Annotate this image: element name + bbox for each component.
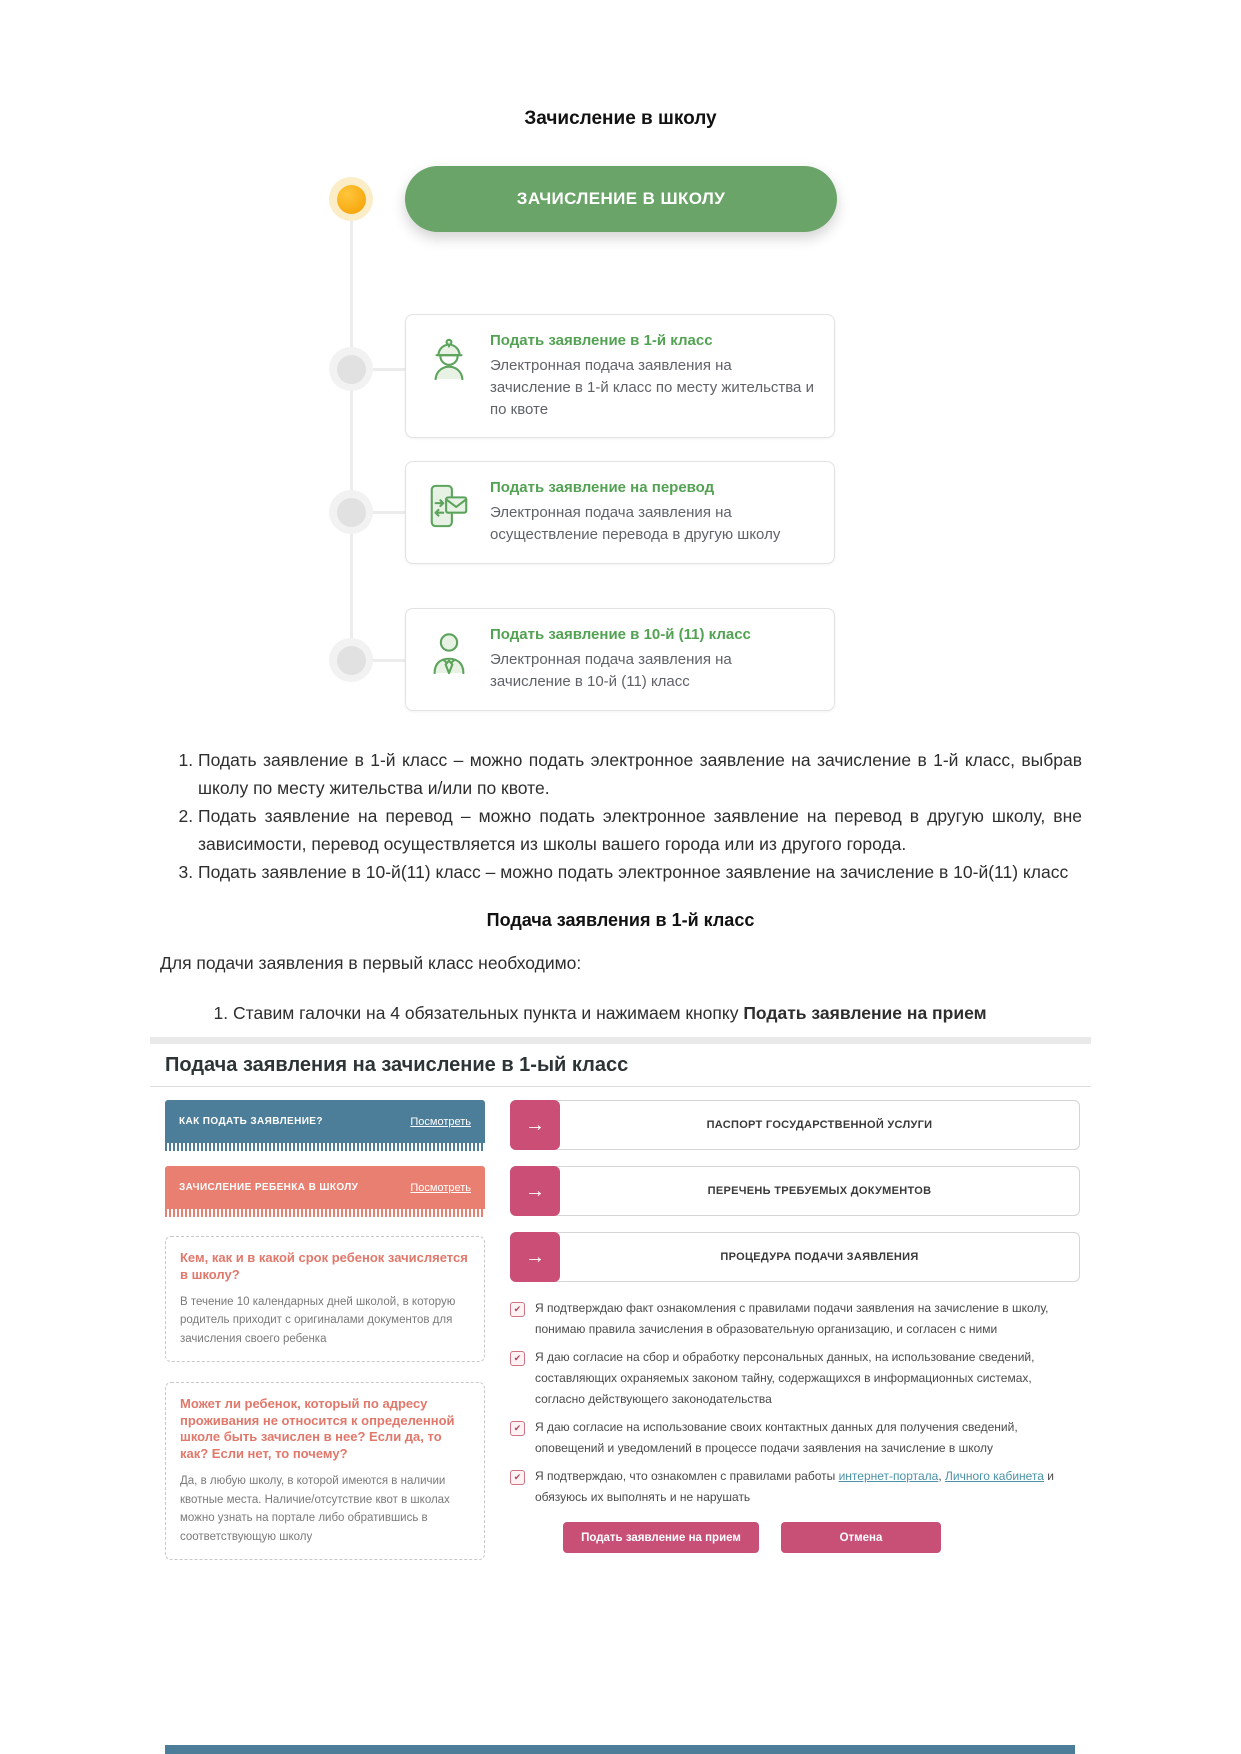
banner-label: КАК ПОДАТЬ ЗАЯВЛЕНИЕ? <box>179 1116 323 1127</box>
form-buttons <box>563 1522 1080 1553</box>
heading-separator <box>150 1086 1091 1087</box>
action-card-application-procedure[interactable] <box>510 1232 1080 1282</box>
timeline-dot <box>329 638 373 682</box>
view-link[interactable]: Посмотреть <box>410 1181 471 1194</box>
form-screenshot <box>150 1037 1091 1580</box>
checkbox-row <box>510 1466 1080 1508</box>
checkbox-label: Я подтверждаю факт ознакомления с правилами подачи заявления на зачисление в школу, понимаю правила зачисления в образовательную организацию, и согласен с ними <box>535 1301 1049 1336</box>
section-heading: Подача заявления в 1-й класс <box>486 910 755 930</box>
view-link[interactable]: Посмотреть <box>410 1115 471 1128</box>
timeline-line <box>350 199 353 662</box>
action-card-label: ПЕРЕЧЕНЬ ТРЕБУЕМЫХ ДОКУМЕНТОВ <box>707 1185 932 1197</box>
screenshot-top-band <box>150 1037 1091 1044</box>
arrow-button[interactable] <box>510 1232 560 1282</box>
action-card-label: ПРОЦЕДУРА ПОДАЧИ ЗАЯВЛЕНИЯ <box>720 1251 919 1263</box>
checkbox-row <box>510 1347 1080 1410</box>
step-bold: Подать заявление на прием <box>743 1003 987 1023</box>
checkbox-label: Я даю согласие на сбор и обработку персональных данных, на использование сведений, составляющих охраняемых законом тайну, содержащихся в информационных системах, согласно действующего законодательства <box>535 1350 1035 1406</box>
transfer-icon <box>426 483 472 529</box>
banner-child-enrollment[interactable] <box>165 1166 485 1209</box>
timeline-connector <box>372 659 406 662</box>
action-card-service-passport[interactable] <box>510 1100 1080 1150</box>
enrollment-main-button[interactable]: ЗАЧИСЛЕНИЕ В ШКОЛУ <box>405 166 837 232</box>
faq-answer: Да, в любую школу, в которой имеются в наличии квотные места. Наличие/отсутствие квот в школах можно узнать на портале либо обратившись в соответствующую школу <box>180 1475 450 1544</box>
page-title: Зачисление в школу <box>524 108 717 129</box>
arrow-button[interactable] <box>510 1166 560 1216</box>
list-item: 1. Подать заявление в 1-й класс – можно подать электронное заявление на зачисление в 1-й класс, выбрав школу по месту жительства и/или по квоте. <box>198 746 1082 802</box>
banner-perforation <box>165 1143 485 1151</box>
flow-card-title: Подать заявление в 10-й (11) класс <box>490 626 751 643</box>
checkbox-portal-rules[interactable] <box>510 1470 525 1485</box>
timeline-dot <box>329 347 373 391</box>
flow-card-transfer[interactable] <box>405 461 835 564</box>
faq-card <box>165 1382 485 1560</box>
submit-button[interactable]: Подать заявление на прием <box>563 1522 759 1553</box>
flow-card-desc: Электронная подача заявления на зачисление в 10-й (11) класс <box>490 651 732 690</box>
senior-student-icon <box>426 630 472 676</box>
action-card-required-documents[interactable] <box>510 1166 1080 1216</box>
arrow-icon <box>525 1247 545 1267</box>
arrow-icon <box>525 1181 545 1201</box>
timeline-connector <box>372 511 406 514</box>
checkbox-label: Я подтверждаю, что ознакомлен с правилами работы интернет-портала, Личного кабинета и обязуюсь их выполнять и не нарушать <box>535 1469 1054 1504</box>
flow-card-tenth-grade[interactable] <box>405 608 835 711</box>
step-item: 1. Ставим галочки на 4 обязательных пункта и нажимаем кнопку Подать заявление на прием <box>233 1000 1083 1027</box>
faq-answer: В течение 10 календарных дней школой, в которую родитель приходит с оригиналами документов для зачисления своего ребенка <box>180 1295 456 1346</box>
enrollment-flow-diagram <box>150 166 1090 716</box>
link-personal-cabinet[interactable]: Личного кабинета <box>945 1469 1044 1483</box>
banner-how-to-apply[interactable] <box>165 1100 485 1143</box>
timeline-connector <box>372 368 406 371</box>
action-card-label: ПАСПОРТ ГОСУДАРСТВЕННОЙ УСЛУГИ <box>706 1119 933 1131</box>
list-item: 2. Подать заявление на перевод – можно подать электронное заявление на перевод в другую школу, вне зависимости, перевод осуществляется из школы вашего города или из другого города. <box>198 802 1082 858</box>
checkbox-contact-data[interactable] <box>510 1421 525 1436</box>
arrow-button[interactable] <box>510 1100 560 1150</box>
checkbox-row <box>510 1298 1080 1340</box>
form-left-column <box>165 1100 485 1580</box>
checkbox-rules-confirm[interactable] <box>510 1302 525 1317</box>
banner-label: ЗАЧИСЛЕНИЕ РЕБЕНКА В ШКОЛУ <box>179 1182 359 1193</box>
faq-card <box>165 1236 485 1362</box>
link-portal[interactable]: интернет-портала <box>838 1469 939 1483</box>
flow-card-title: Подать заявление на перевод <box>490 479 715 496</box>
flow-card-first-grade[interactable] <box>405 314 835 438</box>
faq-question: Может ли ребенок, который по адресу проживания не относится к определенной школе быть зачислен в нее? Если да, то как? Если нет, то почему? <box>180 1395 455 1462</box>
checkbox-personal-data[interactable] <box>510 1351 525 1366</box>
first-grader-icon <box>426 336 472 382</box>
arrow-icon <box>525 1115 545 1135</box>
info-list <box>160 746 1082 886</box>
timeline-dot <box>329 490 373 534</box>
cancel-button[interactable]: Отмена <box>781 1522 941 1553</box>
flow-card-desc: Электронная подача заявления на зачисление в 1-й класс по месту жительства и по квоте <box>490 357 814 418</box>
timeline-dot-active <box>329 177 373 221</box>
checkbox-row <box>510 1417 1080 1459</box>
form-heading: Подача заявления на зачисление в 1-ый класс <box>165 1054 629 1076</box>
checkbox-label: Я даю согласие на использование своих контактных данных для получения сведений, оповещений и уведомлений в процессе подачи заявления на зачисление в школу <box>535 1420 1018 1455</box>
list-item: 3. Подать заявление в 10-й(11) класс – можно подать электронное заявление на зачисление в 10-й(11) класс <box>198 858 1082 886</box>
faq-question: Кем, как и в какой срок ребенок зачисляется в школу? <box>180 1250 468 1282</box>
banner-perforation <box>165 1209 485 1217</box>
step-list <box>195 1000 1083 1027</box>
intro-text: Для подачи заявления в первый класс необходимо: <box>160 953 582 973</box>
footer-bar <box>165 1745 1075 1754</box>
flow-card-title: Подать заявление в 1-й класс <box>490 332 713 349</box>
flow-card-desc: Электронная подача заявления на осуществление перевода в другую школу <box>490 504 781 543</box>
form-right-column <box>510 1100 1080 1580</box>
